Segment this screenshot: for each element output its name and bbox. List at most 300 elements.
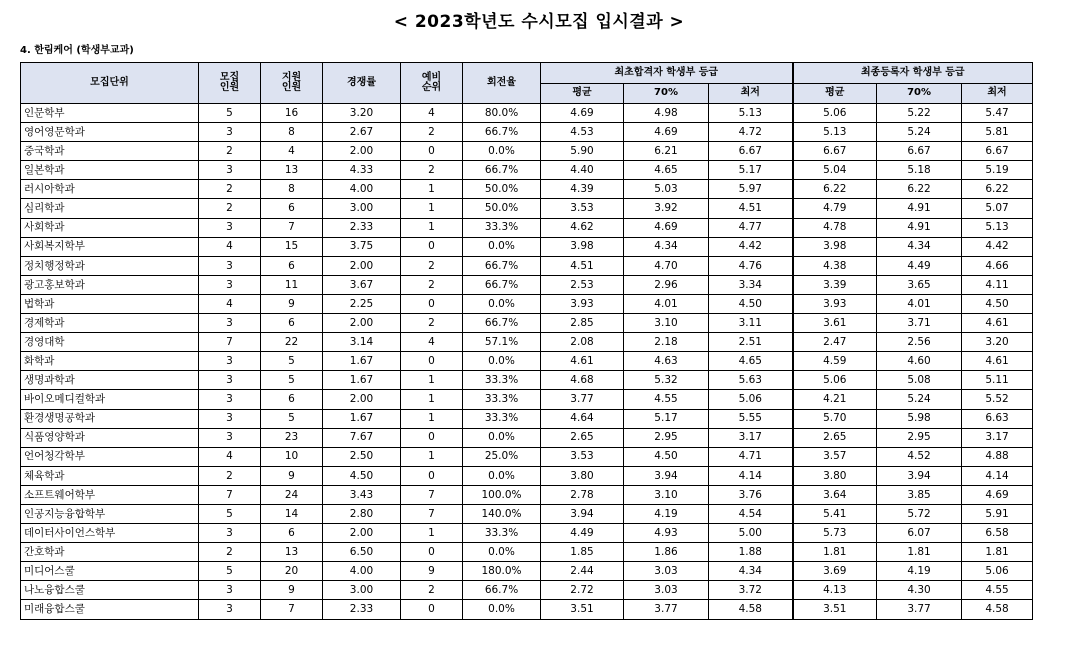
rotation-cell: 66.7% [463,161,541,180]
waitlist-cell: 0 [401,352,463,371]
waitlist-cell: 0 [401,237,463,256]
unit-cell: 간호학과 [21,543,199,562]
competition-cell: 2.80 [323,504,401,523]
results-table [20,62,1033,620]
first-avg-cell: 3.94 [541,504,624,523]
final-70-cell: 3.65 [877,275,962,294]
final-lowest-cell: 4.50 [962,294,1033,313]
applicants-cell: 14 [261,504,323,523]
final-avg-cell: 3.93 [793,294,877,313]
first-avg-cell: 2.72 [541,581,624,600]
first-avg-cell: 4.39 [541,180,624,199]
header-first-70: 70% [624,84,709,104]
final-lowest-cell: 1.81 [962,543,1033,562]
competition-cell: 2.33 [323,218,401,237]
first-avg-cell: 2.08 [541,333,624,352]
first-lowest-cell: 5.06 [709,390,793,409]
first-lowest-cell: 4.71 [709,447,793,466]
final-70-cell: 1.81 [877,543,962,562]
final-70-cell: 5.72 [877,504,962,523]
first-lowest-cell: 4.51 [709,199,793,218]
first-avg-cell: 1.85 [541,543,624,562]
first-70-cell: 6.21 [624,142,709,161]
first-lowest-cell: 3.72 [709,581,793,600]
rotation-cell: 66.7% [463,275,541,294]
final-lowest-cell: 3.17 [962,428,1033,447]
final-lowest-cell: 6.67 [962,142,1033,161]
applicants-cell: 6 [261,314,323,333]
quota-cell: 3 [199,275,261,294]
rotation-cell: 66.7% [463,314,541,333]
final-lowest-cell: 5.11 [962,371,1033,390]
final-70-cell: 5.22 [877,104,962,123]
first-avg-cell: 4.53 [541,123,624,142]
header-final-reg-group: 최종등록자 학생부 등급 [793,63,1033,84]
applicants-cell: 8 [261,123,323,142]
first-70-cell: 4.69 [624,123,709,142]
final-lowest-cell: 5.13 [962,218,1033,237]
applicants-cell: 24 [261,485,323,504]
header-final-lowest: 최저 [962,84,1033,104]
first-lowest-cell: 5.97 [709,180,793,199]
final-lowest-cell: 5.07 [962,199,1033,218]
rotation-cell: 180.0% [463,562,541,581]
first-avg-cell: 2.85 [541,314,624,333]
final-lowest-cell: 4.69 [962,485,1033,504]
waitlist-cell: 0 [401,428,463,447]
first-70-cell: 3.92 [624,199,709,218]
first-lowest-cell: 4.50 [709,294,793,313]
quota-cell: 2 [199,180,261,199]
header-quota [199,63,261,104]
quota-cell: 7 [199,333,261,352]
unit-cell: 나노융합스쿨 [21,581,199,600]
applicants-cell: 6 [261,390,323,409]
final-avg-cell: 1.81 [793,543,877,562]
final-70-cell: 5.24 [877,123,962,142]
first-avg-cell: 3.51 [541,600,624,619]
first-70-cell: 4.98 [624,104,709,123]
unit-cell: 영어영문학과 [21,123,199,142]
quota-cell: 3 [199,390,261,409]
competition-cell: 2.67 [323,123,401,142]
quota-cell: 2 [199,543,261,562]
first-70-cell: 3.03 [624,581,709,600]
final-avg-cell: 3.64 [793,485,877,504]
final-avg-cell: 2.47 [793,333,877,352]
final-70-cell: 3.77 [877,600,962,619]
final-avg-cell: 4.79 [793,199,877,218]
final-70-cell: 6.22 [877,180,962,199]
final-70-cell: 4.60 [877,352,962,371]
final-avg-cell: 4.21 [793,390,877,409]
waitlist-cell: 1 [401,371,463,390]
first-lowest-cell: 4.14 [709,466,793,485]
first-lowest-cell: 1.88 [709,543,793,562]
competition-cell: 4.33 [323,161,401,180]
table-row [21,485,1033,504]
first-avg-cell: 4.51 [541,256,624,275]
quota-cell: 3 [199,600,261,619]
final-lowest-cell: 6.58 [962,524,1033,543]
final-70-cell: 4.91 [877,218,962,237]
competition-cell: 7.67 [323,428,401,447]
final-lowest-cell: 4.11 [962,275,1033,294]
quota-cell: 3 [199,123,261,142]
applicants-cell: 9 [261,466,323,485]
final-avg-cell: 4.59 [793,352,877,371]
header-unit: 모집단위 [21,63,199,104]
competition-cell: 2.33 [323,600,401,619]
table-row [21,371,1033,390]
first-avg-cell: 2.44 [541,562,624,581]
unit-cell: 러시아학과 [21,180,199,199]
final-70-cell: 4.34 [877,237,962,256]
rotation-cell: 140.0% [463,504,541,523]
table-row [21,390,1033,409]
first-lowest-cell: 4.76 [709,256,793,275]
final-avg-cell: 5.04 [793,161,877,180]
waitlist-cell: 1 [401,180,463,199]
competition-cell: 3.00 [323,581,401,600]
table-row [21,123,1033,142]
final-avg-cell: 6.22 [793,180,877,199]
rotation-cell: 33.3% [463,371,541,390]
first-lowest-cell: 4.72 [709,123,793,142]
applicants-cell: 23 [261,428,323,447]
header-first-pass-group: 최초합격자 학생부 등급 [541,63,793,84]
waitlist-cell: 2 [401,256,463,275]
competition-cell: 2.00 [323,524,401,543]
first-lowest-cell: 5.55 [709,409,793,428]
unit-cell: 정치행정학과 [21,256,199,275]
table-row [21,237,1033,256]
quota-cell: 5 [199,104,261,123]
final-lowest-cell: 4.58 [962,600,1033,619]
final-avg-cell: 5.06 [793,371,877,390]
first-70-cell: 4.65 [624,161,709,180]
final-70-cell: 6.67 [877,142,962,161]
rotation-cell: 0.0% [463,237,541,256]
final-70-cell: 5.24 [877,390,962,409]
first-avg-cell: 4.64 [541,409,624,428]
waitlist-cell: 1 [401,218,463,237]
first-lowest-cell: 3.76 [709,485,793,504]
table-row [21,352,1033,371]
final-avg-cell: 5.70 [793,409,877,428]
unit-cell: 환경생명공학과 [21,409,199,428]
first-70-cell: 5.03 [624,180,709,199]
first-70-cell: 4.70 [624,256,709,275]
table-row [21,428,1033,447]
final-lowest-cell: 5.47 [962,104,1033,123]
first-avg-cell: 2.65 [541,428,624,447]
waitlist-cell: 1 [401,447,463,466]
first-70-cell: 5.32 [624,371,709,390]
rotation-cell: 66.7% [463,581,541,600]
waitlist-cell: 1 [401,390,463,409]
header-applicants-text: 지원 인원 [281,71,302,93]
final-avg-cell: 3.69 [793,562,877,581]
waitlist-cell: 0 [401,294,463,313]
table-row [21,218,1033,237]
quota-cell: 5 [199,504,261,523]
first-avg-cell: 5.90 [541,142,624,161]
waitlist-cell: 2 [401,314,463,333]
final-70-cell: 3.71 [877,314,962,333]
first-70-cell: 4.19 [624,504,709,523]
waitlist-cell: 0 [401,142,463,161]
applicants-cell: 6 [261,256,323,275]
rotation-cell: 33.3% [463,390,541,409]
final-avg-cell: 3.61 [793,314,877,333]
unit-cell: 미래융합스쿨 [21,600,199,619]
quota-cell: 3 [199,428,261,447]
quota-cell: 3 [199,581,261,600]
applicants-cell: 15 [261,237,323,256]
first-70-cell: 4.50 [624,447,709,466]
first-lowest-cell: 4.34 [709,562,793,581]
first-avg-cell: 2.78 [541,485,624,504]
applicants-cell: 11 [261,275,323,294]
first-lowest-cell: 2.51 [709,333,793,352]
unit-cell: 화학과 [21,352,199,371]
first-avg-cell: 4.69 [541,104,624,123]
final-70-cell: 3.85 [877,485,962,504]
quota-cell: 2 [199,199,261,218]
competition-cell: 1.67 [323,371,401,390]
header-final-avg: 평균 [793,84,877,104]
first-lowest-cell: 4.54 [709,504,793,523]
competition-cell: 2.00 [323,142,401,161]
first-lowest-cell: 3.34 [709,275,793,294]
first-avg-cell: 4.40 [541,161,624,180]
rotation-cell: 33.3% [463,409,541,428]
rotation-cell: 57.1% [463,333,541,352]
section-subtitle: 4. 한림케어 (학생부교과) [20,45,134,56]
unit-cell: 언어청각학부 [21,447,199,466]
applicants-cell: 5 [261,409,323,428]
table-row [21,333,1033,352]
final-70-cell: 3.94 [877,466,962,485]
final-lowest-cell: 5.52 [962,390,1033,409]
first-lowest-cell: 3.11 [709,314,793,333]
final-avg-cell: 2.65 [793,428,877,447]
unit-cell: 일본학과 [21,161,199,180]
first-lowest-cell: 6.67 [709,142,793,161]
quota-cell: 4 [199,237,261,256]
waitlist-cell: 4 [401,333,463,352]
first-avg-cell: 3.98 [541,237,624,256]
competition-cell: 3.14 [323,333,401,352]
waitlist-cell: 1 [401,199,463,218]
applicants-cell: 9 [261,294,323,313]
final-lowest-cell: 5.19 [962,161,1033,180]
final-70-cell: 5.08 [877,371,962,390]
rotation-cell: 33.3% [463,218,541,237]
results-body [21,104,1033,620]
competition-cell: 4.00 [323,180,401,199]
unit-cell: 체육학과 [21,466,199,485]
header-waitlist-text: 예비 순위 [421,71,442,93]
applicants-cell: 16 [261,104,323,123]
final-70-cell: 4.91 [877,199,962,218]
competition-cell: 2.00 [323,314,401,333]
waitlist-cell: 0 [401,600,463,619]
quota-cell: 7 [199,485,261,504]
competition-cell: 3.20 [323,104,401,123]
competition-cell: 2.00 [323,256,401,275]
table-row [21,161,1033,180]
quota-cell: 3 [199,161,261,180]
table-row [21,256,1033,275]
quota-cell: 4 [199,447,261,466]
first-avg-cell: 4.68 [541,371,624,390]
rotation-cell: 50.0% [463,199,541,218]
quota-cell: 3 [199,256,261,275]
applicants-cell: 7 [261,218,323,237]
applicants-cell: 10 [261,447,323,466]
final-70-cell: 5.18 [877,161,962,180]
final-lowest-cell: 3.20 [962,333,1033,352]
final-lowest-cell: 4.88 [962,447,1033,466]
final-avg-cell: 5.41 [793,504,877,523]
final-70-cell: 5.98 [877,409,962,428]
final-70-cell: 2.56 [877,333,962,352]
unit-cell: 바이오메디컬학과 [21,390,199,409]
quota-cell: 2 [199,142,261,161]
rotation-cell: 66.7% [463,123,541,142]
first-70-cell: 1.86 [624,543,709,562]
final-70-cell: 4.19 [877,562,962,581]
table-row [21,600,1033,619]
final-lowest-cell: 4.55 [962,581,1033,600]
header-final-70: 70% [877,84,962,104]
applicants-cell: 5 [261,371,323,390]
first-70-cell: 4.63 [624,352,709,371]
first-lowest-cell: 4.77 [709,218,793,237]
quota-cell: 3 [199,409,261,428]
competition-cell: 3.43 [323,485,401,504]
waitlist-cell: 1 [401,524,463,543]
waitlist-cell: 4 [401,104,463,123]
competition-cell: 3.75 [323,237,401,256]
competition-cell: 2.25 [323,294,401,313]
first-70-cell: 4.93 [624,524,709,543]
final-lowest-cell: 4.66 [962,256,1033,275]
rotation-cell: 0.0% [463,543,541,562]
applicants-cell: 7 [261,600,323,619]
table-row [21,447,1033,466]
unit-cell: 식품영양학과 [21,428,199,447]
table-row [21,314,1033,333]
quota-cell: 3 [199,371,261,390]
first-avg-cell: 3.53 [541,199,624,218]
final-lowest-cell: 6.22 [962,180,1033,199]
header-quota-text: 모집 인원 [219,71,240,93]
rotation-cell: 0.0% [463,600,541,619]
quota-cell: 4 [199,294,261,313]
final-avg-cell: 3.57 [793,447,877,466]
waitlist-cell: 1 [401,409,463,428]
first-lowest-cell: 4.65 [709,352,793,371]
first-avg-cell: 3.80 [541,466,624,485]
unit-cell: 경영대학 [21,333,199,352]
table-row [21,524,1033,543]
header-first-avg: 평균 [541,84,624,104]
first-avg-cell: 2.53 [541,275,624,294]
first-avg-cell: 4.49 [541,524,624,543]
first-lowest-cell: 5.00 [709,524,793,543]
first-70-cell: 3.03 [624,562,709,581]
first-70-cell: 2.95 [624,428,709,447]
first-lowest-cell: 5.63 [709,371,793,390]
rotation-cell: 0.0% [463,142,541,161]
waitlist-cell: 2 [401,123,463,142]
unit-cell: 소프트웨어학부 [21,485,199,504]
applicants-cell: 13 [261,543,323,562]
table-row [21,104,1033,123]
waitlist-cell: 7 [401,485,463,504]
applicants-cell: 20 [261,562,323,581]
final-avg-cell: 3.98 [793,237,877,256]
unit-cell: 경제학과 [21,314,199,333]
first-lowest-cell: 5.13 [709,104,793,123]
table-row [21,562,1033,581]
final-lowest-cell: 5.06 [962,562,1033,581]
competition-cell: 3.00 [323,199,401,218]
rotation-cell: 0.0% [463,352,541,371]
unit-cell: 데이터사이언스학부 [21,524,199,543]
table-row [21,543,1033,562]
final-lowest-cell: 5.91 [962,504,1033,523]
table-row [21,180,1033,199]
first-lowest-cell: 4.58 [709,600,793,619]
first-avg-cell: 3.77 [541,390,624,409]
rotation-cell: 50.0% [463,180,541,199]
first-lowest-cell: 3.17 [709,428,793,447]
first-70-cell: 2.18 [624,333,709,352]
waitlist-cell: 0 [401,466,463,485]
final-avg-cell: 5.13 [793,123,877,142]
table-row [21,142,1033,161]
final-70-cell: 4.52 [877,447,962,466]
applicants-cell: 9 [261,581,323,600]
applicants-cell: 13 [261,161,323,180]
quota-cell: 3 [199,314,261,333]
first-lowest-cell: 4.42 [709,237,793,256]
unit-cell: 미디어스쿨 [21,562,199,581]
unit-cell: 생명과학과 [21,371,199,390]
final-70-cell: 2.95 [877,428,962,447]
final-avg-cell: 4.38 [793,256,877,275]
applicants-cell: 8 [261,180,323,199]
quota-cell: 5 [199,562,261,581]
waitlist-cell: 2 [401,161,463,180]
competition-cell: 1.67 [323,409,401,428]
first-70-cell: 2.96 [624,275,709,294]
competition-cell: 6.50 [323,543,401,562]
final-lowest-cell: 4.42 [962,237,1033,256]
first-avg-cell: 3.53 [541,447,624,466]
unit-cell: 사회복지학부 [21,237,199,256]
final-lowest-cell: 5.81 [962,123,1033,142]
waitlist-cell: 7 [401,504,463,523]
unit-cell: 인공지능융합학부 [21,504,199,523]
rotation-cell: 0.0% [463,294,541,313]
final-avg-cell: 6.67 [793,142,877,161]
applicants-cell: 6 [261,199,323,218]
